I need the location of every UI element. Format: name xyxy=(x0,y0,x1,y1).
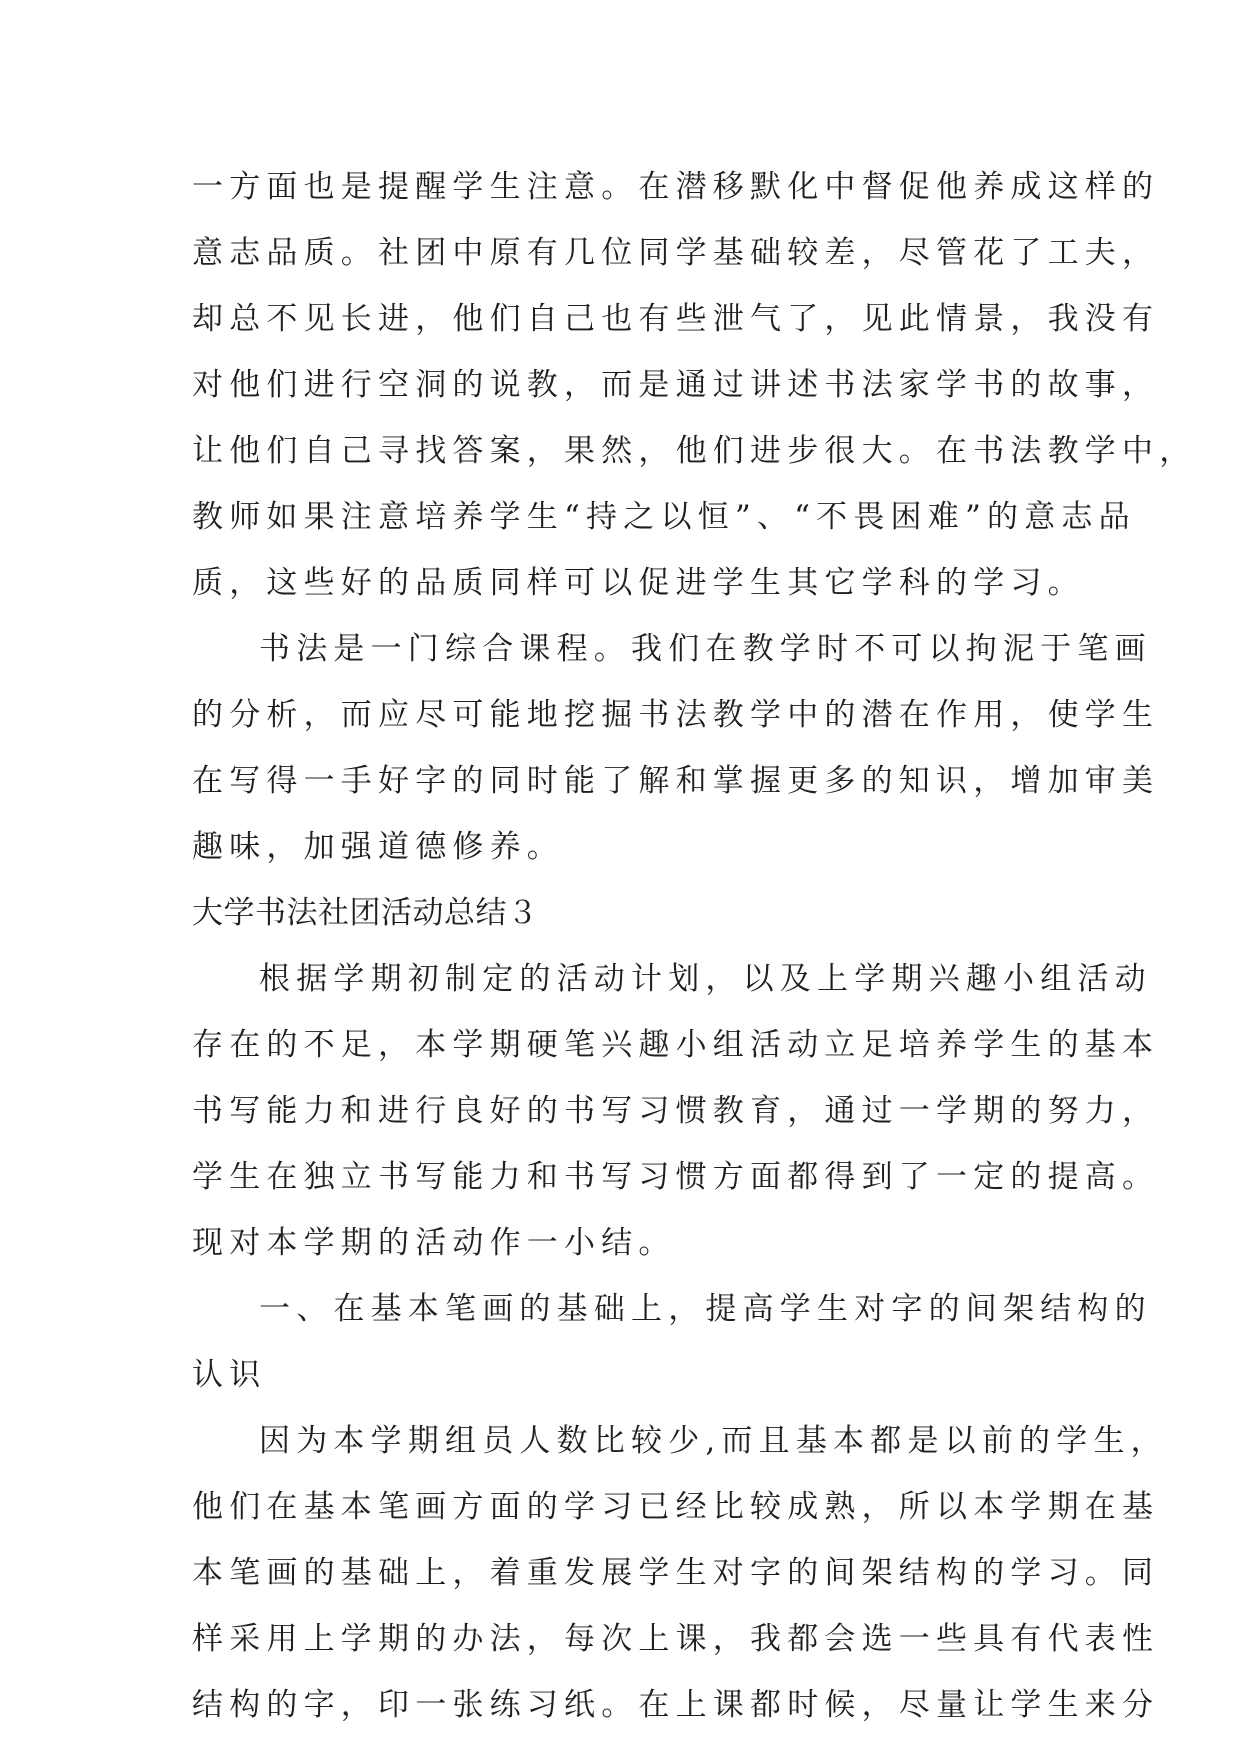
text-line: 让他们自己寻找答案，果然，他们进步很大。在书法教学中， xyxy=(192,433,1197,469)
text-line: 一、在基本笔画的基础上，提高学生对字的间架结构的 xyxy=(259,1291,1152,1327)
text-line: 教师如果注意培养学生“持之以恒”、“不畏困难”的意志品 xyxy=(192,499,1136,535)
text-line: 书法是一门综合课程。我们在教学时不可以拘泥于笔画 xyxy=(259,631,1152,667)
text-line: 认识 xyxy=(192,1357,267,1393)
text-line: 一方面也是提醒学生注意。在潜移默化中督促他养成这样的 xyxy=(192,169,1160,205)
paragraph-structure-study xyxy=(192,1408,1168,1738)
text-line: 样采用上学期的办法，每次上课，我都会选一些具有代表性 xyxy=(192,1621,1160,1657)
text-line: 现对本学期的活动作一小结。 xyxy=(192,1225,676,1261)
paragraph-intro xyxy=(192,946,1160,1276)
text-line: 书写能力和进行良好的书写习惯教育，通过一学期的努力， xyxy=(192,1093,1160,1129)
text-line: 存在的不足，本学期硬笔兴趣小组活动立足培养学生的基本 xyxy=(192,1027,1160,1063)
paragraph-continuation xyxy=(192,154,1197,616)
text-line: 根据学期初制定的活动计划，以及上学期兴趣小组活动 xyxy=(259,961,1152,997)
text-line: 在写得一手好字的同时能了解和掌握更多的知识，增加审美 xyxy=(192,763,1160,799)
paragraph-calligraphy-course xyxy=(192,616,1160,880)
text-line: 对他们进行空洞的说教，而是通过讲述书法家学书的故事， xyxy=(192,367,1160,403)
text-line: 却总不见长进，他们自己也有些泄气了，见此情景，我没有 xyxy=(192,301,1160,337)
text-line: 他们在基本笔画方面的学习已经比较成熟，所以本学期在基 xyxy=(192,1489,1160,1525)
document-body xyxy=(192,154,1197,1738)
text-line: 因为本学期组员人数比较少,而且基本都是以前的学生， xyxy=(259,1423,1168,1459)
text-line: 质，这些好的品质同样可以促进学生其它学科的学习。 xyxy=(192,565,1085,601)
subsection-title xyxy=(192,1276,1152,1408)
text-line: 趣味，加强道德修养。 xyxy=(192,829,564,865)
text-line: 学生在独立书写能力和书写习惯方面都得到了一定的提高。 xyxy=(192,1159,1160,1195)
section-heading: 大学书法社团活动总结３ xyxy=(192,895,539,931)
text-line: 本笔画的基础上，着重发展学生对字的间架结构的学习。同 xyxy=(192,1555,1160,1591)
text-line: 的分析，而应尽可能地挖掘书法教学中的潜在作用，使学生 xyxy=(192,697,1160,733)
text-line: 意志品质。社团中原有几位同学基础较差，尽管花了工夫， xyxy=(192,235,1160,271)
text-line: 结构的字，印一张练习纸。在上课都时候，尽量让学生来分 xyxy=(192,1687,1160,1723)
